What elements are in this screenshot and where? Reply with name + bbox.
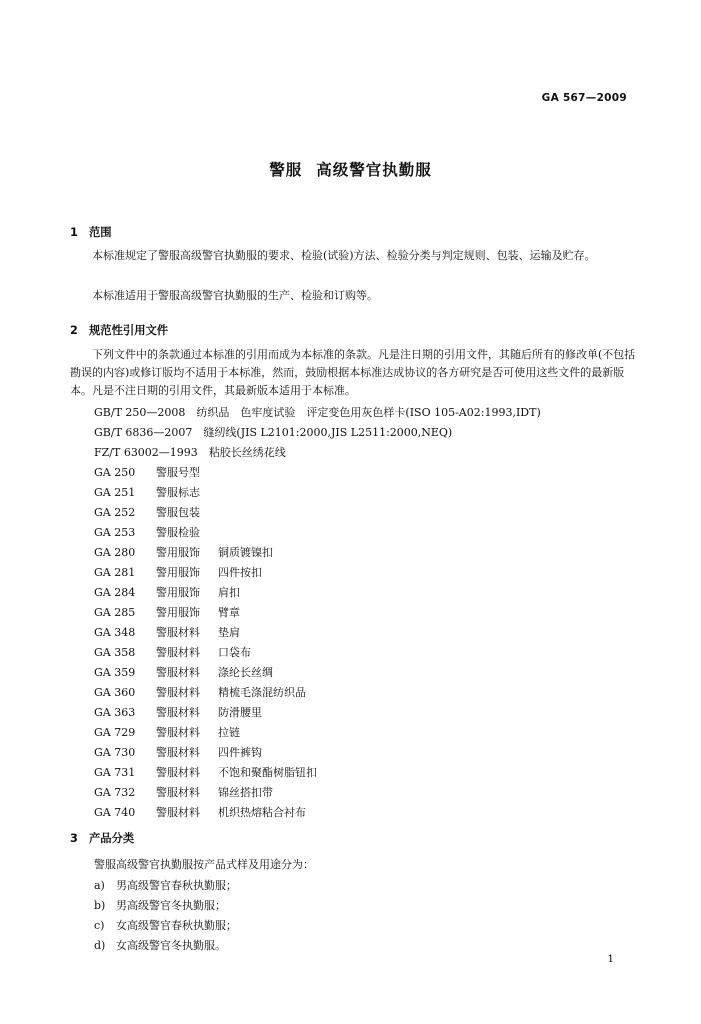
- reference-code: GA 740: [94, 806, 136, 819]
- reference-entry: [94, 684, 306, 700]
- section-heading-normative-references: [70, 322, 168, 338]
- page-number: 1: [607, 953, 614, 965]
- reference-category: 警用服饰: [156, 606, 200, 619]
- reference-entry: [94, 504, 218, 520]
- list-marker: c): [94, 919, 105, 932]
- section-title: 产品分类: [89, 832, 135, 845]
- normative-intro-paragraph: 下列文件中的条款通过本标准的引用而成为本标准的条款。凡是注日期的引用文件，其随后所有的修改单(不包括勘误的内容)或修订版均不适用于本标准，然而，鼓励根据本标准达成协议的各方研究是否可使用这些文件的最新版本。凡是不注日期的引用文件，其最新版本适用于本标准。: [70, 348, 636, 397]
- section-heading-classification: [70, 830, 134, 846]
- reference-code: GA 284: [94, 586, 136, 599]
- list-item: [94, 897, 226, 913]
- scope-paragraph-2: 本标准适用于警服高级警官执勤服的生产、检验和订购等。: [92, 289, 378, 302]
- reference-code: GA 363: [94, 706, 136, 719]
- reference-item: 涤纶长丝绸: [218, 666, 273, 679]
- reference-category: 警服材料: [156, 666, 200, 679]
- title-part-1: 警服: [269, 161, 303, 179]
- reference-title: 纺织品 色牢度试验 评定变色用灰色样卡(ISO 105-A02:1993,IDT): [196, 406, 541, 419]
- section-title: 范围: [89, 226, 112, 239]
- reference-category: 警服号型: [156, 466, 200, 479]
- reference-title: 缝纫线(JIS L2101:2000,JIS L2511:2000,NEQ): [203, 426, 453, 439]
- list-item: [94, 937, 226, 953]
- list-item: [94, 877, 237, 893]
- reference-category: 警用服饰: [156, 586, 200, 599]
- reference-category: 警服包装: [156, 506, 200, 519]
- reference-entry: [94, 644, 251, 660]
- reference-category: 警服材料: [156, 726, 200, 739]
- reference-category: 警服材料: [156, 786, 200, 799]
- list-item: [94, 917, 237, 933]
- reference-entry: [94, 484, 218, 500]
- section-number: 1: [70, 226, 78, 239]
- reference-entry: [94, 784, 273, 800]
- reference-category: 警服检验: [156, 526, 200, 539]
- reference-code: GA 251: [94, 486, 136, 499]
- list-marker: d): [94, 939, 106, 952]
- reference-entry: [94, 404, 541, 420]
- reference-code: GA 360: [94, 686, 136, 699]
- scope-paragraph-1: 本标准规定了警服高级警官执勤服的要求、检验(试验)方法、检验分类与判定规则、包装、运输及贮存。: [92, 249, 596, 262]
- reference-entry: [94, 444, 286, 460]
- section-heading-scope: [70, 224, 112, 240]
- reference-category: 警服材料: [156, 706, 200, 719]
- reference-title: 粘胶长丝绣花线: [208, 446, 286, 459]
- reference-entry: [94, 564, 262, 580]
- reference-entry: [94, 664, 273, 680]
- list-marker: b): [94, 899, 106, 912]
- reference-code: GB/T 250—2008: [94, 406, 186, 419]
- list-marker: a): [94, 879, 105, 892]
- reference-entry: [94, 544, 273, 560]
- reference-code: GA 731: [94, 766, 136, 779]
- reference-item: 四件按扣: [218, 566, 262, 579]
- reference-category: 警服材料: [156, 766, 200, 779]
- reference-entry: [94, 584, 240, 600]
- reference-item: 拉链: [218, 726, 240, 739]
- reference-category: 警服材料: [156, 686, 200, 699]
- reference-entry: [94, 704, 262, 720]
- reference-item: 垫肩: [218, 626, 240, 639]
- reference-code: GA 359: [94, 666, 136, 679]
- reference-code: GA 281: [94, 566, 136, 579]
- section-number: 3: [70, 832, 78, 845]
- reference-item: 精梳毛涤混纺织品: [218, 686, 306, 699]
- reference-code: GA 729: [94, 726, 136, 739]
- reference-item: 肩扣: [218, 586, 240, 599]
- reference-item: 铜质镀镍扣: [218, 546, 273, 559]
- reference-entry: [94, 604, 240, 620]
- classification-intro: 警服高级警官执勤服按产品式样及用途分为：: [94, 858, 314, 871]
- reference-item: 锦丝搭扣带: [218, 786, 273, 799]
- reference-category: 警服材料: [156, 646, 200, 659]
- reference-entry: [94, 764, 317, 780]
- reference-category: 警用服饰: [156, 546, 200, 559]
- reference-entry: [94, 464, 218, 480]
- reference-category: 警服材料: [156, 806, 200, 819]
- reference-code: GA 250: [94, 466, 136, 479]
- reference-code: GA 732: [94, 786, 136, 799]
- reference-entry: [94, 804, 306, 820]
- reference-entry: [94, 724, 240, 740]
- section-number: 2: [70, 324, 78, 337]
- reference-item: 不饱和聚酯树脂钮扣: [218, 766, 317, 779]
- reference-code: GA 285: [94, 606, 136, 619]
- reference-item: 机织热熔粘合衬布: [218, 806, 306, 819]
- title-part-2: 高级警官执勤服: [316, 161, 432, 179]
- standard-code: GA 567—2009: [541, 92, 627, 104]
- reference-entry: [94, 524, 218, 540]
- list-item-text: 女高级警官春秋执勤服；: [116, 919, 237, 932]
- reference-category: 警服标志: [156, 486, 200, 499]
- reference-category: 警用服饰: [156, 566, 200, 579]
- reference-entry: [94, 424, 452, 440]
- reference-code: GA 358: [94, 646, 136, 659]
- reference-item: 口袋布: [218, 646, 251, 659]
- reference-item: 四件裤钩: [218, 746, 262, 759]
- reference-code: GB/T 6836—2007: [94, 426, 193, 439]
- reference-entry: [94, 624, 240, 640]
- reference-code: GA 280: [94, 546, 136, 559]
- list-item-text: 男高级警官春秋执勤服；: [116, 879, 237, 892]
- list-item-text: 女高级警官冬执勤服。: [116, 939, 226, 952]
- reference-entry: [94, 744, 262, 760]
- reference-code: GA 348: [94, 626, 136, 639]
- document-title: [0, 158, 701, 180]
- reference-item: 臂章: [218, 606, 240, 619]
- reference-category: 警服材料: [156, 626, 200, 639]
- reference-code: GA 253: [94, 526, 136, 539]
- reference-code: GA 252: [94, 506, 136, 519]
- reference-code: FZ/T 63002—1993: [94, 446, 198, 459]
- reference-category: 警服材料: [156, 746, 200, 759]
- list-item-text: 男高级警官冬执勤服；: [116, 899, 226, 912]
- section-title: 规范性引用文件: [89, 324, 169, 337]
- reference-code: GA 730: [94, 746, 136, 759]
- reference-item: 防滑腰里: [218, 706, 262, 719]
